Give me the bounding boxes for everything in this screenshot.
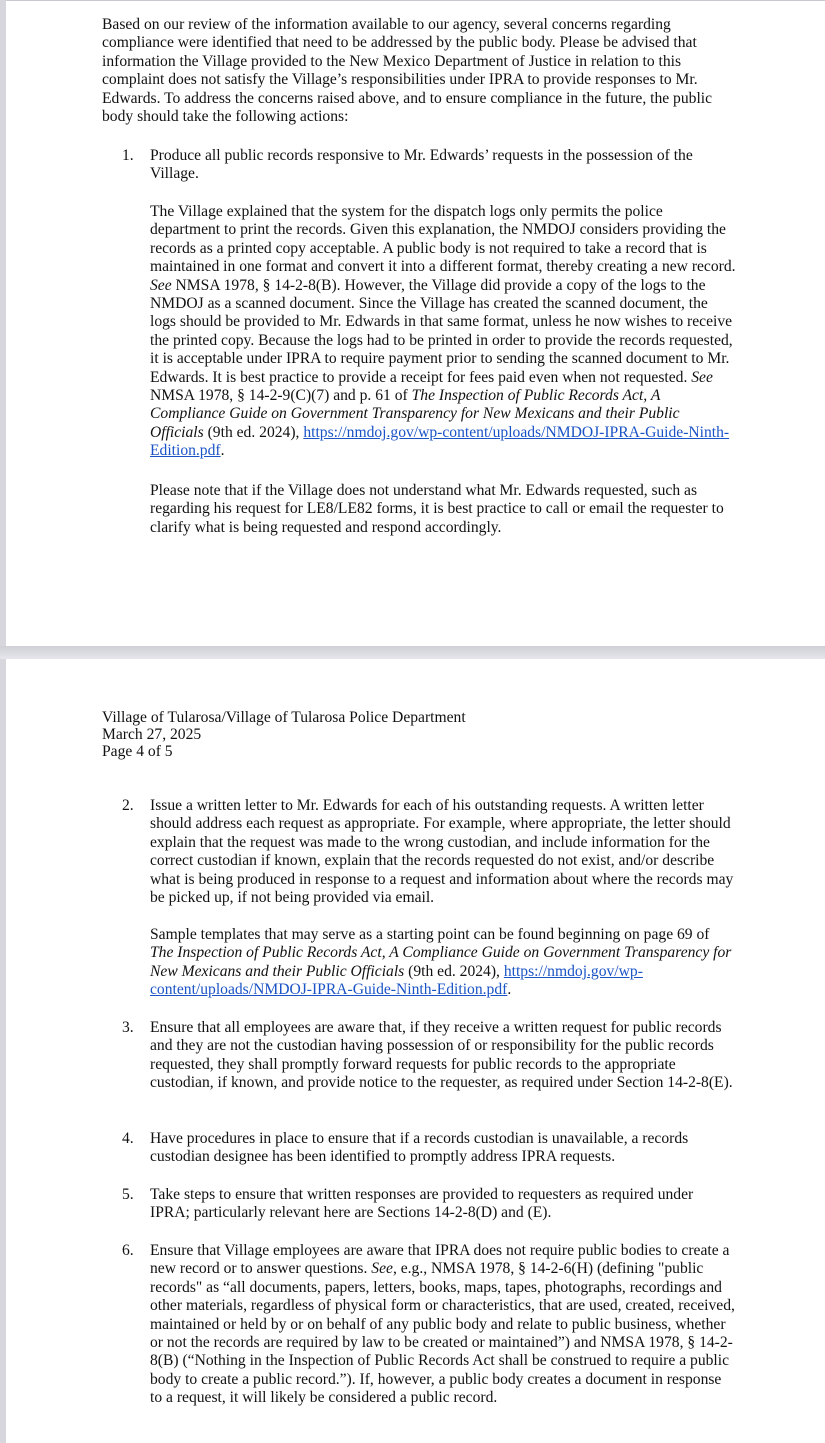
document-page-3 — [6, 0, 825, 646]
ipra-guide-link[interactable]: https://nmdoj.gov/wp-content/uploads/NMDOJ-IPRA-Guide-Ninth-Edition.pdf — [150, 962, 643, 999]
item-text: Produce all public records responsive to Mr. Edwards’ requests in the possession of the Village. — [150, 147, 693, 183]
item-number: 5. — [122, 1186, 134, 1203]
intro-paragraph: Based on our review of the information available to our agency, several concerns regarding compliance were identified that need to be addressed by the public body. Please be advised that information the Village provided to the New Mexico Department of Justice in relation to this complaint does not satisfy the Village’s responsibilities under IPRA to provide responses to Mr. Edwards. To address the concerns raised above, and to ensure compliance in the future, the public body should take the following actions: — [102, 16, 713, 126]
item-number: 1. — [122, 147, 134, 164]
item-text: Take steps to ensure that written responses are provided to requesters as required under IPRA; particularly relevant here are Sections 14-2-8(D) and (E). — [150, 1186, 694, 1222]
item-number: 4. — [122, 1130, 134, 1147]
item-2-templates: Sample templates that may serve as a starting point can be found beginning on page 69 of The Inspection of Public Records Act, A Compliance Guide on Government Transparency for New Mexicans and their Public Officials (9th ed. 2024), https://nmdoj.gov/wp-content/uploads/NMDOJ-IPRA-Guide-Ninth-Edition.pdf. — [150, 926, 732, 999]
ipra-guide-link[interactable]: https://nmdoj.gov/wp-content/uploads/NMDOJ-IPRA-Guide-Ninth-Edition.pdf — [150, 423, 730, 460]
item-text: Issue a written letter to Mr. Edwards for each of his outstanding requests. A written letter should address each request as appropriate. For example, where appropriate, the letter should explain that the request was made to the wrong custodian, and include information for the correct custodian if known, explain that the records requested do not exist, and/or describe what is being produced in response to a request and information about where the records may be picked up, if not being provided via email. — [150, 797, 734, 907]
action-item-1 — [122, 147, 736, 184]
header-date: March 27, 2025 — [102, 726, 202, 743]
item-number: 6. — [122, 1242, 134, 1259]
action-item-5 — [122, 1186, 736, 1223]
item-1-note: Please note that if the Village does not understand what Mr. Edwards requested, such as regarding his request for LE8/LE82 forms, it is best practice to call or email the requester to clarify what is being requested and respond accordingly. — [150, 482, 724, 536]
page-separator — [0, 646, 825, 659]
action-item-2 — [122, 797, 736, 907]
document-page-4 — [6, 659, 825, 1443]
action-item-3 — [122, 1019, 736, 1093]
action-item-6 — [122, 1242, 736, 1408]
header-recipient: Village of Tularosa/Village of Tularosa Police Department — [102, 709, 466, 726]
guide-title: The Inspection of Public Records Act, A Compliance Guide on Government Transparency for New Mexicans and their Public Officials — [150, 387, 680, 441]
item-text: Have procedures in place to ensure that if a records custodian is unavailable, a records custodian designee has been identified to promptly address IPRA requests. — [150, 1130, 689, 1166]
item-text: Ensure that all employees are aware that, if they receive a written request for public records and they are not the custodian having possession of or responsibility for the public records requested, they shall promptly forward requests for public records to the appropriate custodian, if known, and provide notice to the requester, as required under Section 14-2-8(E). — [150, 1019, 733, 1092]
item-text: Ensure that Village employees are aware that IPRA does not require public bodies to create a new record or to answer questions. See, e.g., NMSA 1978, § 14-2-6(H) (defining "public records" as “all documents, papers, letters, books, maps, tapes, photographs, recordings and other materials, regardless of physical form or characteristics, that are used, created, received, maintained or held by or on behalf of any public body and relate to public business, whether or not the records are required by law to be created or maintained”) and NMSA 1978, § 14-2-8(B) (“Nothing in the Inspection of Public Records Act shall be construed to require a public body to create a public record.”). If, however, a public body creates a document in response to a request, it will likely be considered a public record. — [150, 1242, 735, 1407]
guide-title: The Inspection of Public Records Act, A Compliance Guide on Government Transparency for New Mexicans and their Public Officials — [150, 944, 732, 980]
header-page-number: Page 4 of 5 — [102, 743, 173, 760]
action-item-4 — [122, 1130, 736, 1167]
item-number: 2. — [122, 797, 134, 814]
item-1-explanation: The Village explained that the system for the dispatch logs only permits the police department to print the records. Given this explanation, the NMDOJ considers providing the records as a printed copy acceptable. A public body is not required to take a record that is maintained in one format and convert it into a different format, thereby creating a new record. See NMSA 1978, § 14-2-8(B). However, the Village did provide a copy of the logs to the NMDOJ as a scanned document. Since the Village has created the scanned document, the logs should be provided to Mr. Edwards in that same format, unless he now wishes to receive the printed copy. Because the logs had to be printed in order to provide the records requested, it is acceptable under IPRA to require payment prior to sending the scanned document to Mr. Edwards. It is best practice to provide a receipt for fees paid even when not requested. See NMSA 1978, § 14-2-9(C)(7) and p. 61 of The Inspection of Public Records Act, A Compliance Guide on Government Transparency for New Mexicans and their Public Officials (9th ed. 2024), https://nmdoj.gov/wp-content/uploads/NMDOJ-IPRA-Guide-Ninth-Edition.pdf. — [150, 203, 736, 460]
item-number: 3. — [122, 1019, 134, 1036]
